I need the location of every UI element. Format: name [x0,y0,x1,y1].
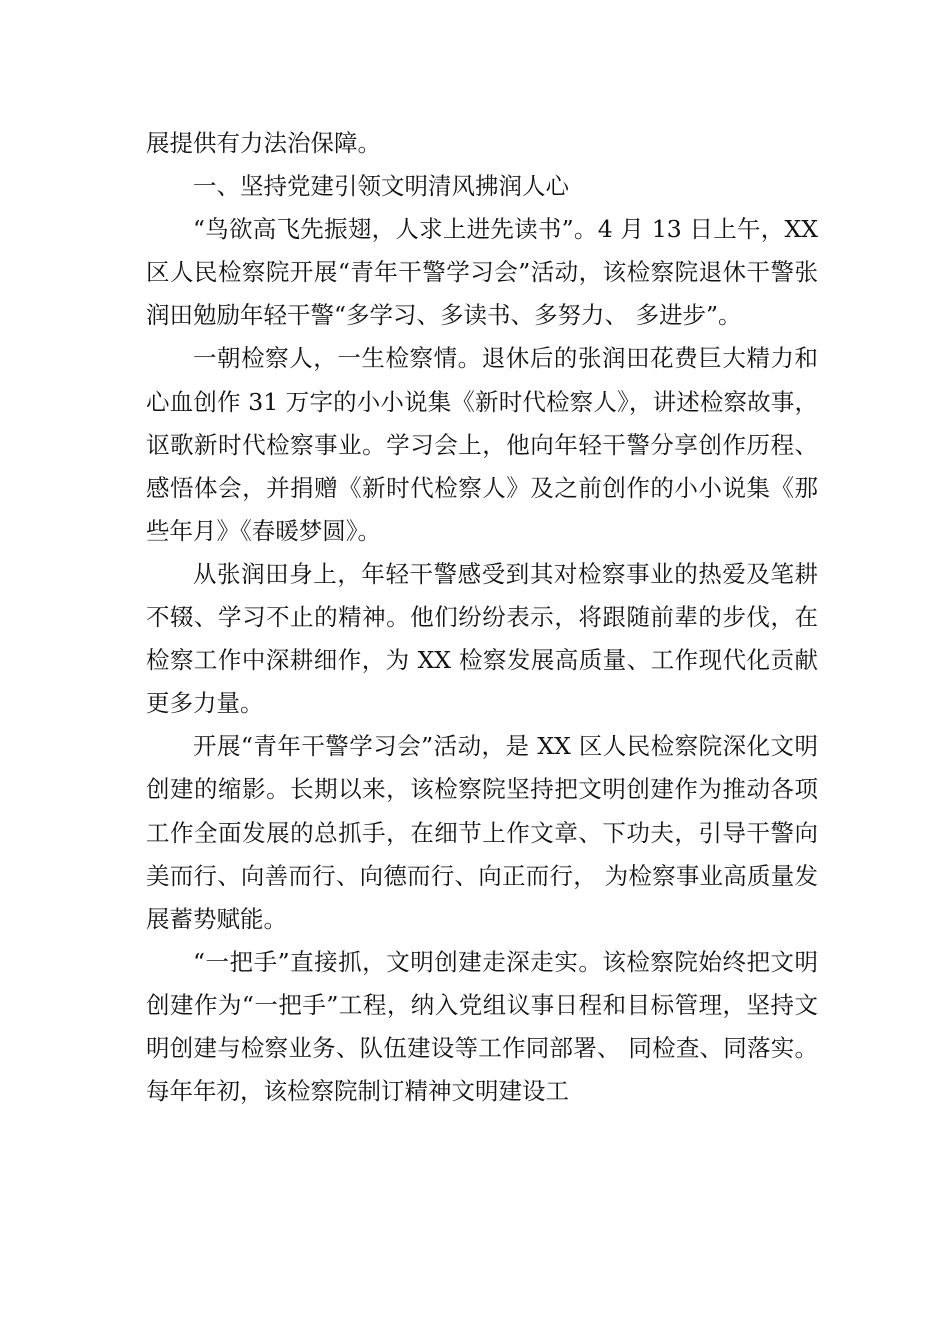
paragraph-young-officers: 从张润田身上，年轻干警感受到其对检察事业的热爱及笔耕不辍、学习不止的精神。他们纷纷表示，将跟随前辈的步伐，在检察工作中深耕细作，为 XX 检察发展高质量、工作现代化贡献更多力量。 [146,559,818,718]
paragraph-civilization-building: 开展“青年干警学习会”活动，是 XX 区人民检察院深化文明创建的缩影。长期以来，该检察院坚持把文明创建作为推动各项工作全面发展的总抓手，在细节上作文章、下功夫，引导干警向美而行、向善而行、向德而行、向正而行， 为检察事业高质量发展蓄势赋能。 [146,732,818,933]
paragraph-study-meeting: “鸟欲高飞先振翅，人求上进先读书”。4 月 13 日上午，XX 区人民检察院开展“青年干警学习会”活动，该检察院退休干警张润田勉励年轻干警“多学习、多读书、多努力、 多进步”。 [146,215,818,330]
paragraph-leader-responsibility: “一把手”直接抓，文明创建走深走实。该检察院始终把文明创建作为“一把手”工程，纳入党组议事日程和目标管理，坚持文明创建与检察业务、队伍建设等工作同部署、 同检查、同落实。每年年初，该检察院制订精神文明建设工 [146,947,818,1106]
document-body [146,122,818,1113]
paragraph-book-creation: 一朝检察人，一生检察情。退休后的张润田花费巨大精力和心血创作 31 万字的小小说集《新时代检察人》，讲述检察故事，讴歌新时代检察事业。学习会上，他向年轻干警分享创作历程、感悟体会，并捐赠《新时代检察人》及之前创作的小小说集《那些年月》《春暖梦圆》。 [146,344,818,545]
section-heading: 一、坚持党建引领文明清风拂润人心 [193,172,569,201]
paragraph-continuation: 展提供有力法治保障。 [146,129,381,157]
